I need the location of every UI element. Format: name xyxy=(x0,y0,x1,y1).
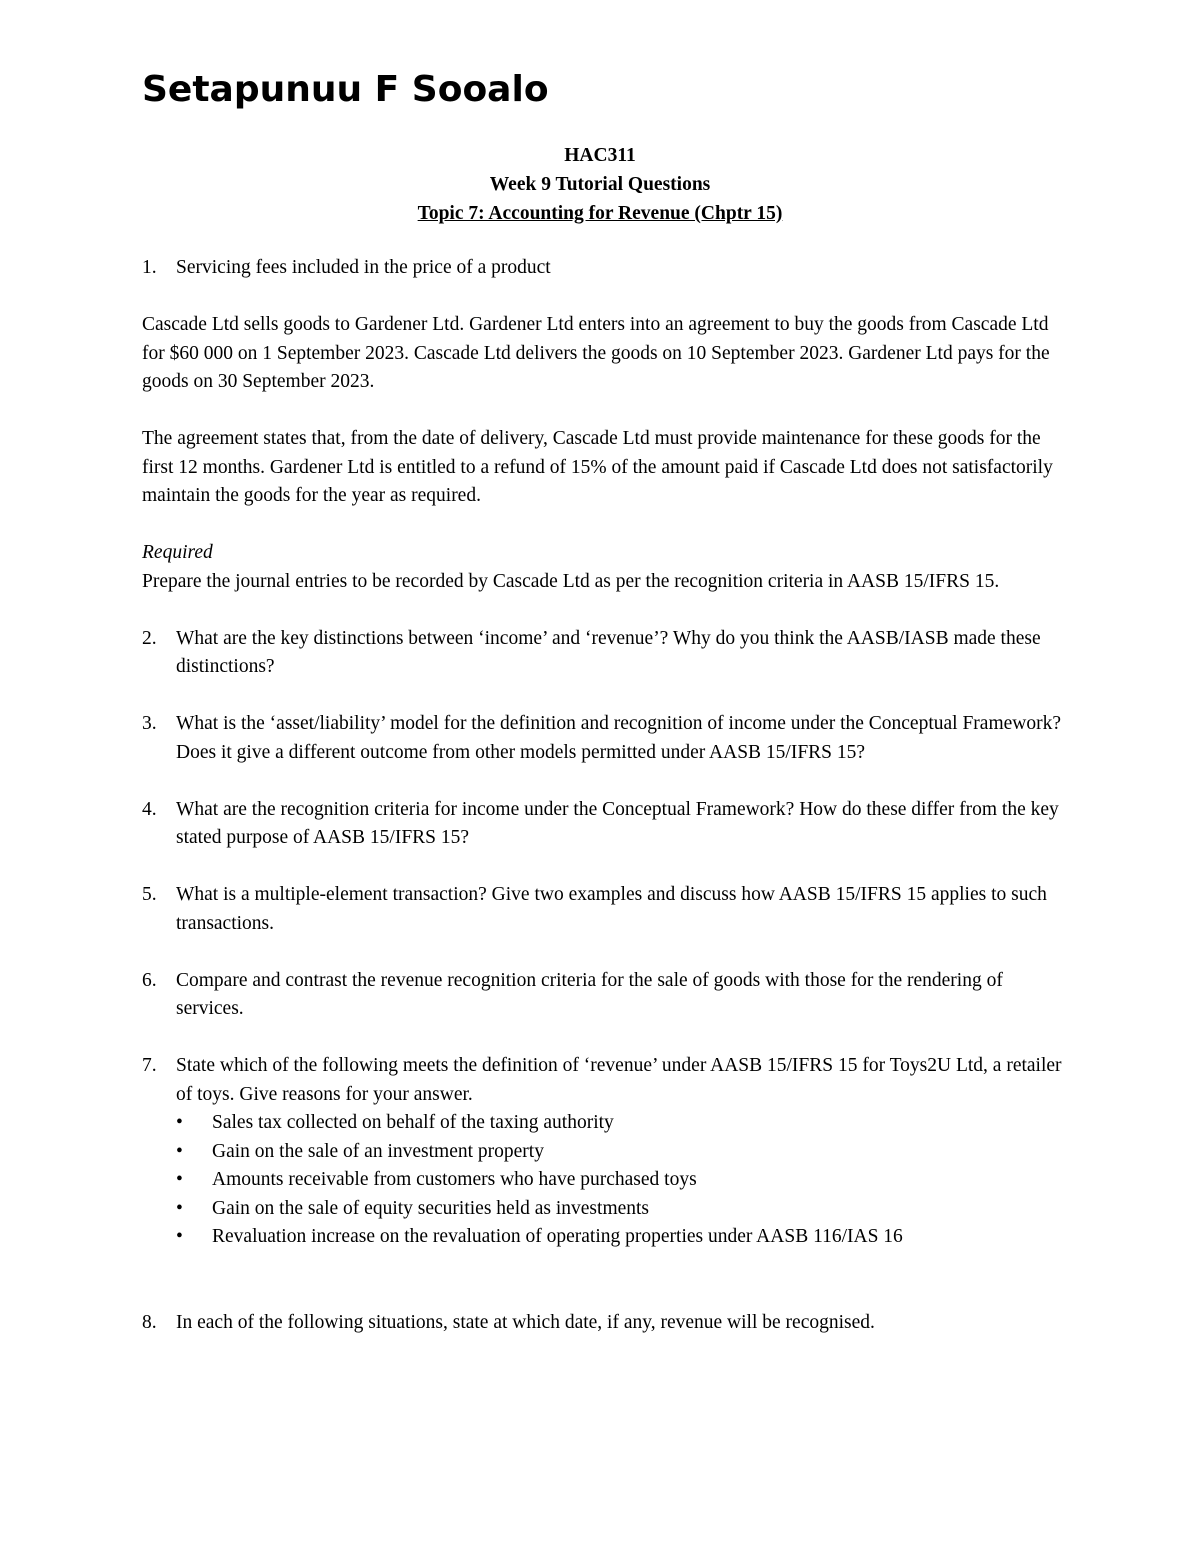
question-2 xyxy=(142,625,1062,682)
list-item: • Gain on the sale of an investment property xyxy=(212,1138,1062,1167)
list-item: • Gain on the sale of equity securities held as investments xyxy=(212,1195,1062,1224)
question-text: What is the ‘asset/liability’ model for the definition and recognition of income under the Conceptual Framework? Does it give a different outcome from other models permitted under AASB 15/IFRS 15? xyxy=(176,713,1062,763)
question-8 xyxy=(142,1309,1062,1338)
question-1-title: Servicing fees included in the price of a product xyxy=(176,257,551,278)
question-number: 4. xyxy=(142,798,157,820)
list-item: • Revaluation increase on the revaluation of operating properties under AASB 116/IAS 16 xyxy=(212,1223,1062,1252)
bullet-icon: • xyxy=(176,1140,183,1162)
question-number: 8. xyxy=(142,1311,157,1333)
question-number: 3. xyxy=(142,713,157,734)
question-text: In each of the following situations, state at which date, if any, revenue will be recognised. xyxy=(176,1311,875,1333)
question-number: 6. xyxy=(142,969,157,991)
course-code: HAC311 xyxy=(564,145,636,166)
question-4 xyxy=(142,796,1062,853)
author-name: Setapunuu F Sooalo xyxy=(142,69,549,110)
question-6 xyxy=(142,967,1062,1024)
list-item: • Sales tax collected on behalf of the taxing authority xyxy=(212,1109,1062,1138)
question-number: 2. xyxy=(142,627,157,649)
topic-title: Topic 7: Accounting for Revenue (Chptr 15) xyxy=(417,203,783,224)
question-7 xyxy=(142,1052,1062,1109)
question-text: What are the key distinctions between ‘income’ and ‘revenue’? Why do you think the AASB/IASB made these distinctions? xyxy=(176,627,1041,677)
question-text: What are the recognition criteria for income under the Conceptual Framework? How do these differ from the key stated purpose of AASB 15/IFRS 15? xyxy=(176,798,1059,848)
question-number: 5. xyxy=(142,884,157,905)
question-number: 1. xyxy=(142,257,157,278)
question-1 xyxy=(142,254,1062,283)
question-7-list xyxy=(142,1109,1062,1252)
question-text: State which of the following meets the definition of ‘revenue’ under AASB 15/IFRS 15 for Toys2U Ltd, a retailer of toys. Give reasons for your answer. xyxy=(176,1055,1062,1105)
question-number: 7. xyxy=(142,1055,157,1076)
bullet-icon: • xyxy=(176,1112,183,1133)
required-label: Required xyxy=(142,542,213,563)
question-1-agreement: The agreement states that, from the date of delivery, Cascade Ltd must provide maintenance for these goods for the first 12 months. Gardener Ltd is entitled to a refund of 15% of the amount paid if Cascade Ltd does not satisfactorily maintain the goods for the year as required. xyxy=(142,428,1053,506)
question-3 xyxy=(142,710,1062,767)
question-1-scenario: Cascade Ltd sells goods to Gardener Ltd. Gardener Ltd enters into an agreement to buy the goods from Cascade Ltd for $60 000 on 1 September 2023. Cascade Ltd delivers the goods on 10 September 2023. Gardener Ltd pays for the goods on 30 September 2023. xyxy=(142,314,1050,392)
bullet-icon: • xyxy=(176,1197,183,1219)
question-text: Compare and contrast the revenue recognition criteria for the sale of goods with those for the rendering of services. xyxy=(176,969,1003,1019)
document-body xyxy=(142,254,1062,1337)
list-item: • Amounts receivable from customers who have purchased toys xyxy=(212,1166,1062,1195)
question-text: What is a multiple-element transaction? Give two examples and discuss how AASB 15/IFRS 15 applies to such transactions. xyxy=(176,884,1047,934)
document-header xyxy=(0,141,1200,228)
week-title: Week 9 Tutorial Questions xyxy=(489,174,711,195)
required-text: Prepare the journal entries to be recorded by Cascade Ltd as per the recognition criteria in AASB 15/IFRS 15. xyxy=(142,570,1000,592)
bullet-icon: • xyxy=(176,1226,183,1247)
bullet-icon: • xyxy=(176,1169,183,1190)
question-5 xyxy=(142,881,1062,938)
